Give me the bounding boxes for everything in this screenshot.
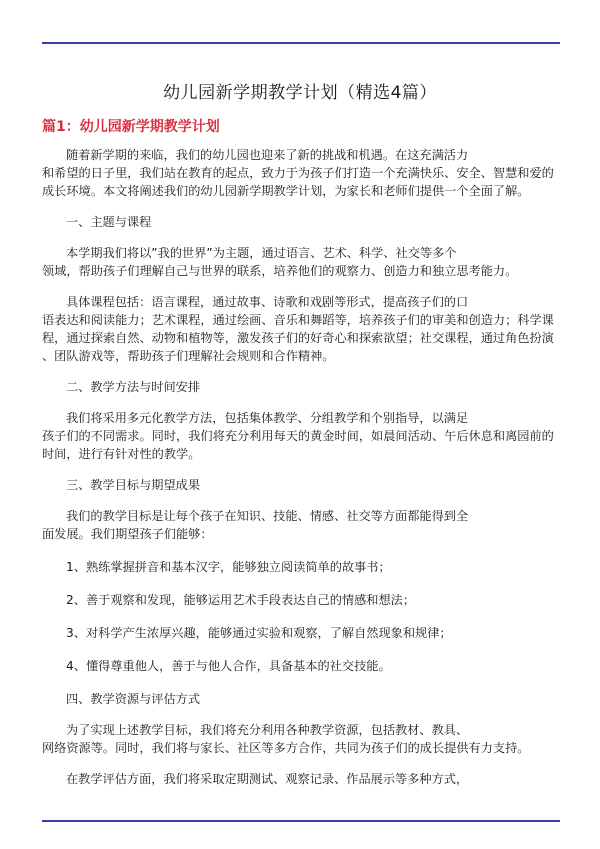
paragraph-line: 孩子们的不同需求。同时，我们将充分利用每天的黄金时间，如晨间活动、午后休息和离园前的: [42, 429, 554, 443]
section-heading: 篇1：幼儿园新学期教学计划: [42, 119, 220, 135]
document-title: 幼儿园新学期教学计划（精选4篇）: [163, 83, 437, 103]
list-item: 2、善于观察和发现，能够运用艺术手段表达自己的情感和想法；: [66, 593, 416, 607]
paragraph-line: 语表达和阅读能力；艺术课程，通过绘画、音乐和舞蹈等，培养孩子们的审美和创造力；科学课: [42, 313, 554, 327]
paragraph: [42, 244, 560, 280]
list-item: 4、懂得尊重他人，善于与他人合作，具备基本的社交技能。: [66, 659, 391, 673]
paragraph-line: 时间，进行有针对性的教学。: [42, 447, 201, 461]
paragraph-line: 随着新学期的来临，我们的幼儿园也迎来了新的挑战和机遇。在这充满活力: [66, 148, 469, 162]
paragraph-line: 面发展。我们期望孩子们能够：: [42, 527, 213, 541]
sub-heading-goals-outcomes: 三、教学目标与期望成果: [66, 478, 201, 492]
paragraph-line: 我们将采用多元化教学方法，包括集体教学、分组教学和个别指导，以满足: [66, 411, 469, 425]
paragraph-line: 和希望的日子里，我们站在教育的起点，致力于为孩子们打造一个充满快乐、安全、智慧和爱的: [42, 166, 554, 180]
bottom-divider-line: [42, 820, 560, 822]
paragraph: [42, 409, 560, 463]
paragraph: [42, 293, 560, 365]
paragraph: [42, 721, 560, 757]
paragraph-line: 程，通过探索自然、动物和植物等，激发孩子们的好奇心和探索欲望；社交课程，通过角色扮演: [42, 331, 554, 345]
paragraph-line: 领域，帮助孩子们理解自己与世界的联系，培养他们的观察力、创造力和独立思考能力。: [42, 264, 518, 278]
paragraph-line: 、团队游戏等，帮助孩子们理解社会规则和合作精神。: [42, 349, 335, 363]
list-item: 3、对科学产生浓厚兴趣，能够通过实验和观察，了解自然现象和规律；: [66, 626, 452, 640]
paragraph-line: 具体课程包括：语言课程，通过故事、诗歌和戏剧等形式，提高孩子们的口: [66, 295, 469, 309]
paragraph-line: 我们的教学目标是让每个孩子在知识、技能、情感、社交等方面都能得到全: [66, 509, 469, 523]
paragraph: [42, 770, 560, 788]
intro-paragraph: [42, 146, 560, 200]
paragraph-line: 成长环境。本文将阐述我们的幼儿园新学期教学计划，为家长和老师们提供一个全面了解。: [42, 184, 530, 198]
paragraph-line: 在教学评估方面，我们将采取定期测试、观察记录、作品展示等多种方式，: [66, 772, 469, 786]
sub-heading-theme-curriculum: 一、主题与课程: [66, 215, 152, 229]
list-item: 1、熟练掌握拼音和基本汉字，能够独立阅读简单的故事书；: [66, 560, 391, 574]
top-divider-line: [42, 42, 560, 44]
sub-heading-resources-evaluation: 四、教学资源与评估方式: [66, 692, 201, 706]
sub-heading-methods-schedule: 二、教学方法与时间安排: [66, 380, 201, 394]
document-body: [42, 146, 560, 788]
paragraph-line: 为了实现上述教学目标，我们将充分利用各种教学资源，包括教材、教具、: [66, 723, 469, 737]
paragraph: [42, 507, 560, 543]
paragraph-line: 网络资源等。同时，我们将与家长、社区等多方合作，共同为孩子们的成长提供有力支持。: [42, 741, 530, 755]
paragraph-line: 本学期我们将以”我的世界”为主题，通过语言、艺术、科学、社交等多个: [66, 246, 457, 260]
